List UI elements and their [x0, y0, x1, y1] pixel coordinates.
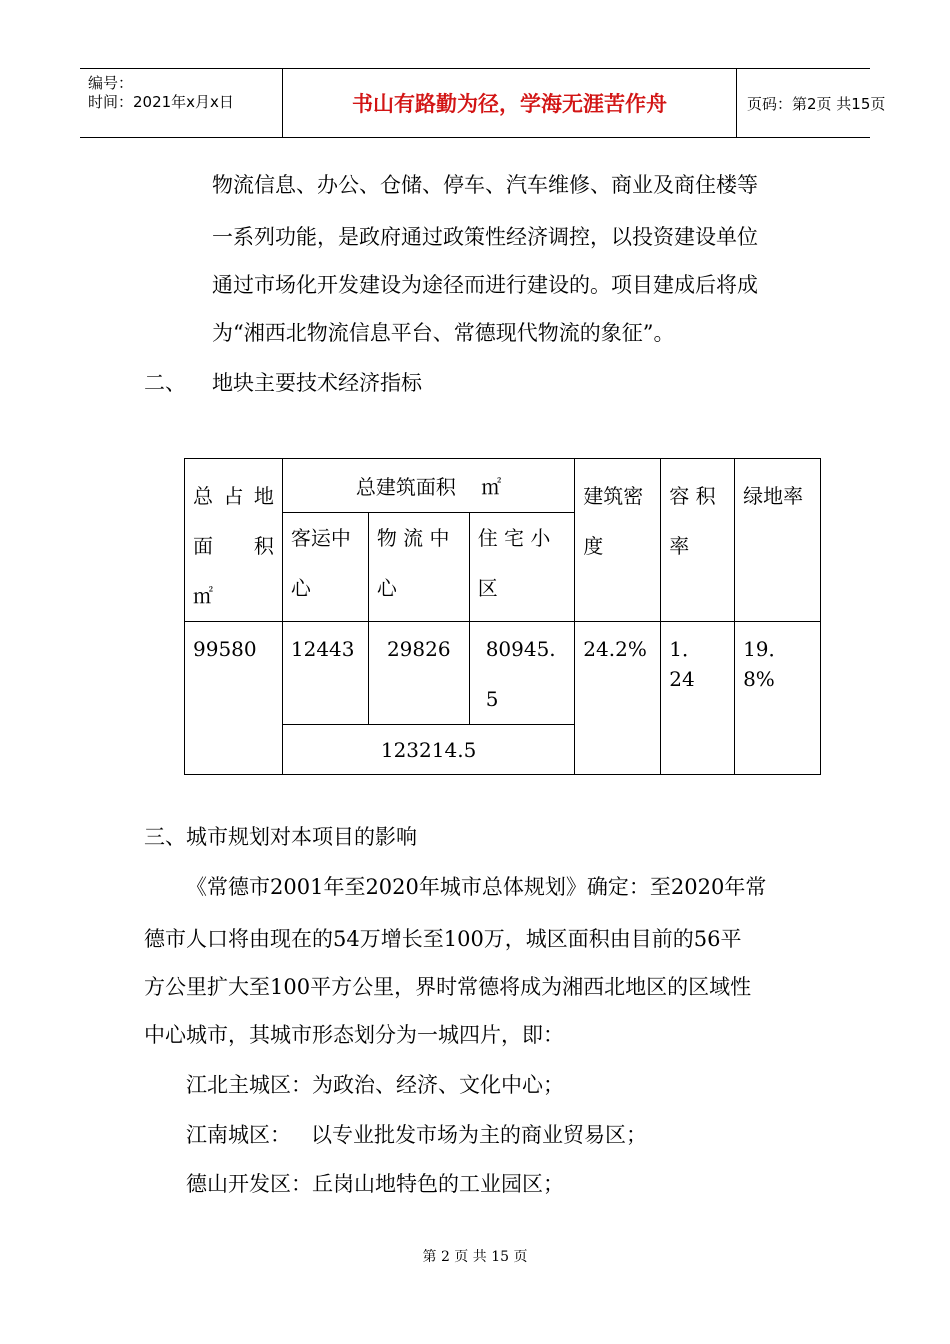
value-passenger-center: 12443 — [282, 622, 368, 725]
para1-line-2: 一系列功能，是政府通过政策性经济调控，以投资建设单位 — [212, 225, 758, 249]
header-passenger-center: 客运中心 — [282, 512, 368, 621]
section3-title: 三、城市规划对本项目的影响 — [144, 825, 417, 849]
value-plot-ratio: 1．24 — [661, 622, 735, 775]
page-footer: 第 2 页 共 15 页 — [422, 1249, 528, 1265]
header-meta — [80, 69, 282, 137]
para2-line-2: 德市人口将由现在的54万增长至100万，城区面积由目前的56平 — [144, 927, 742, 951]
zone-jiangnan: 江南城区： 以专业批发市场为主的商业贸易区； — [186, 1123, 648, 1147]
header-total-land-line1: 总 占 地 — [193, 484, 274, 508]
header-total-land-unit: ㎡ — [193, 584, 213, 608]
value-total-building: 123214.5 — [282, 725, 574, 775]
header-total-land-line2: 面 积 — [193, 534, 274, 558]
para1-line-4: 为“湘西北物流信息平台、常德现代物流的象征”。 — [212, 321, 675, 345]
para1-line-1: 物流信息、办公、仓储、停车、汽车维修、商业及商住楼等 — [212, 173, 758, 197]
header-residential: 住 宅 小区 — [469, 512, 575, 621]
header-motto: 书山有路勤为径，学海无涯苦作舟 — [282, 69, 737, 137]
value-logistics-center: 29826 — [368, 622, 469, 725]
header-plot-ratio: 容 积率 — [661, 459, 735, 622]
header-total-building: 总建筑面积 ㎡ — [282, 459, 574, 513]
header-logistics-center: 物 流 中心 — [368, 512, 469, 621]
page-header — [80, 68, 886, 138]
header-green-rate: 绿地率 — [735, 459, 821, 622]
value-density: 24.2% — [575, 622, 661, 775]
doc-date: 时间：2021年x月x日 — [88, 93, 234, 111]
value-total-land: 99580 — [185, 622, 283, 775]
para2-line-4: 中心城市，其城市形态划分为一城四片，即： — [144, 1023, 564, 1047]
para2-line-3: 方公里扩大至100平方公里，界时常德将成为湘西北地区的区域性 — [144, 975, 752, 999]
header-page-info: 页码：第2页 共15页 — [747, 94, 886, 113]
value-green-rate: 19．8% — [735, 622, 821, 775]
header-total-land — [185, 459, 283, 622]
para2-line-1: 《常德市2001年至2020年城市总体规划》确定：至2020年常 — [186, 875, 767, 899]
zone-jiangbei: 江北主城区：为政治、经济、文化中心； — [186, 1073, 564, 1097]
section2-title: 地块主要技术经济指标 — [212, 371, 422, 395]
zone-deshan: 德山开发区：丘岗山地特色的工业园区； — [186, 1172, 564, 1196]
economic-indicators-table — [184, 458, 821, 775]
doc-number: 编号： — [88, 74, 134, 92]
value-residential: 80945.5 — [469, 622, 575, 725]
para1-line-3: 通过市场化开发建设为途径而进行建设的。项目建成后将成 — [212, 273, 758, 297]
section2-number: 二、 — [144, 371, 186, 395]
header-density: 建筑密度 — [575, 459, 661, 622]
